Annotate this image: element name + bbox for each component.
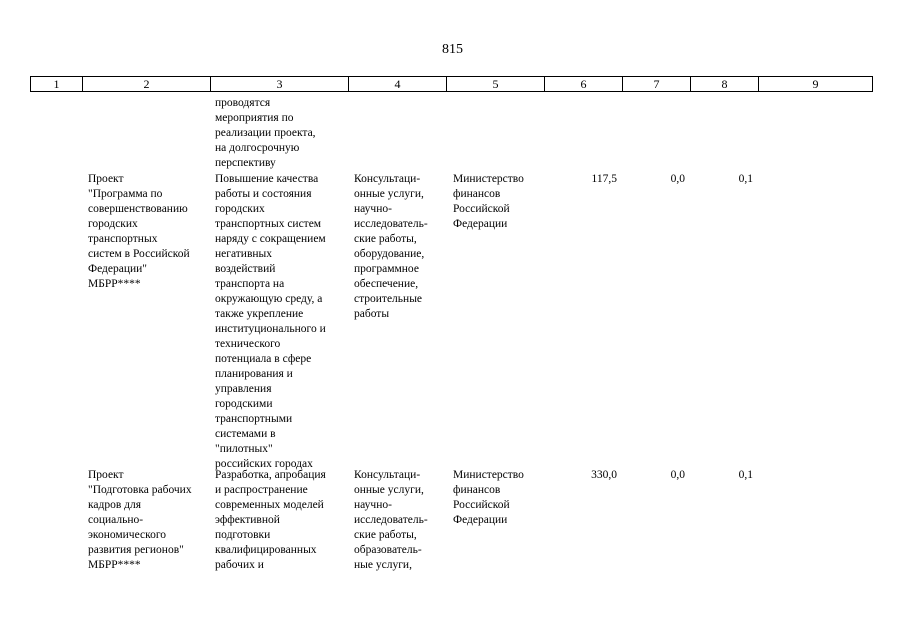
column-header-4: 4 <box>349 77 447 92</box>
page-number: 815 <box>442 42 463 57</box>
column-header-6: 6 <box>545 77 623 92</box>
row-1-project: Проект "Программа по совершенствованию городских транспортных систем в Российской Федерации" МБРР**** <box>88 173 190 290</box>
column-header-1: 1 <box>31 77 83 92</box>
row-2-project: Проект "Подготовка рабочих кадров для социально- экономического развития регионов" МБРР**** <box>88 469 192 571</box>
row-1-services: Консультаци- онные услуги, научно- исследователь- ские работы, оборудование, программное обеспечение, строительные работы <box>354 173 428 320</box>
row-2-col7-value: 0,0 <box>670 469 685 481</box>
row-2-goal: Разработка, апробация и распространение современных моделей эффективной подготовки квалифицированных рабочих и <box>215 469 326 571</box>
row-2-col8-value: 0,1 <box>738 469 753 481</box>
row-2-executor: Министерство финансов Российской Федерации <box>453 469 524 526</box>
column-header-row <box>31 77 873 92</box>
row-1-col6-value: 117,5 <box>591 173 617 185</box>
row-1-goal: Повышение качества работы и состояния городских транспортных систем наряду с сокращением негативных воздействий транспорта на окружающую среду, а также укрепление институционального и технического потенциала в сфере планирования и управления городскими транспортными системами в "пилотных" российских городах <box>215 173 326 470</box>
row-2-col6-value: 330,0 <box>591 469 617 481</box>
row-1-executor: Министерство финансов Российской Федерации <box>453 173 524 230</box>
column-header-3: 3 <box>211 77 349 92</box>
column-header-9: 9 <box>759 77 873 92</box>
column-header-7: 7 <box>623 77 691 92</box>
row-2-services: Консультаци- онные услуги, научно- исследователь- ские работы, образователь- ные услуги, <box>354 469 428 571</box>
column-header-8: 8 <box>691 77 759 92</box>
column-header-2: 2 <box>83 77 211 92</box>
column-header-5: 5 <box>447 77 545 92</box>
row-1-col8-value: 0,1 <box>738 173 753 185</box>
continuation-goal-text: проводятся мероприятия по реализации проекта, на долгосрочную перспективу <box>215 97 316 169</box>
row-1-col7-value: 0,0 <box>670 173 685 185</box>
column-header-table <box>30 76 873 92</box>
